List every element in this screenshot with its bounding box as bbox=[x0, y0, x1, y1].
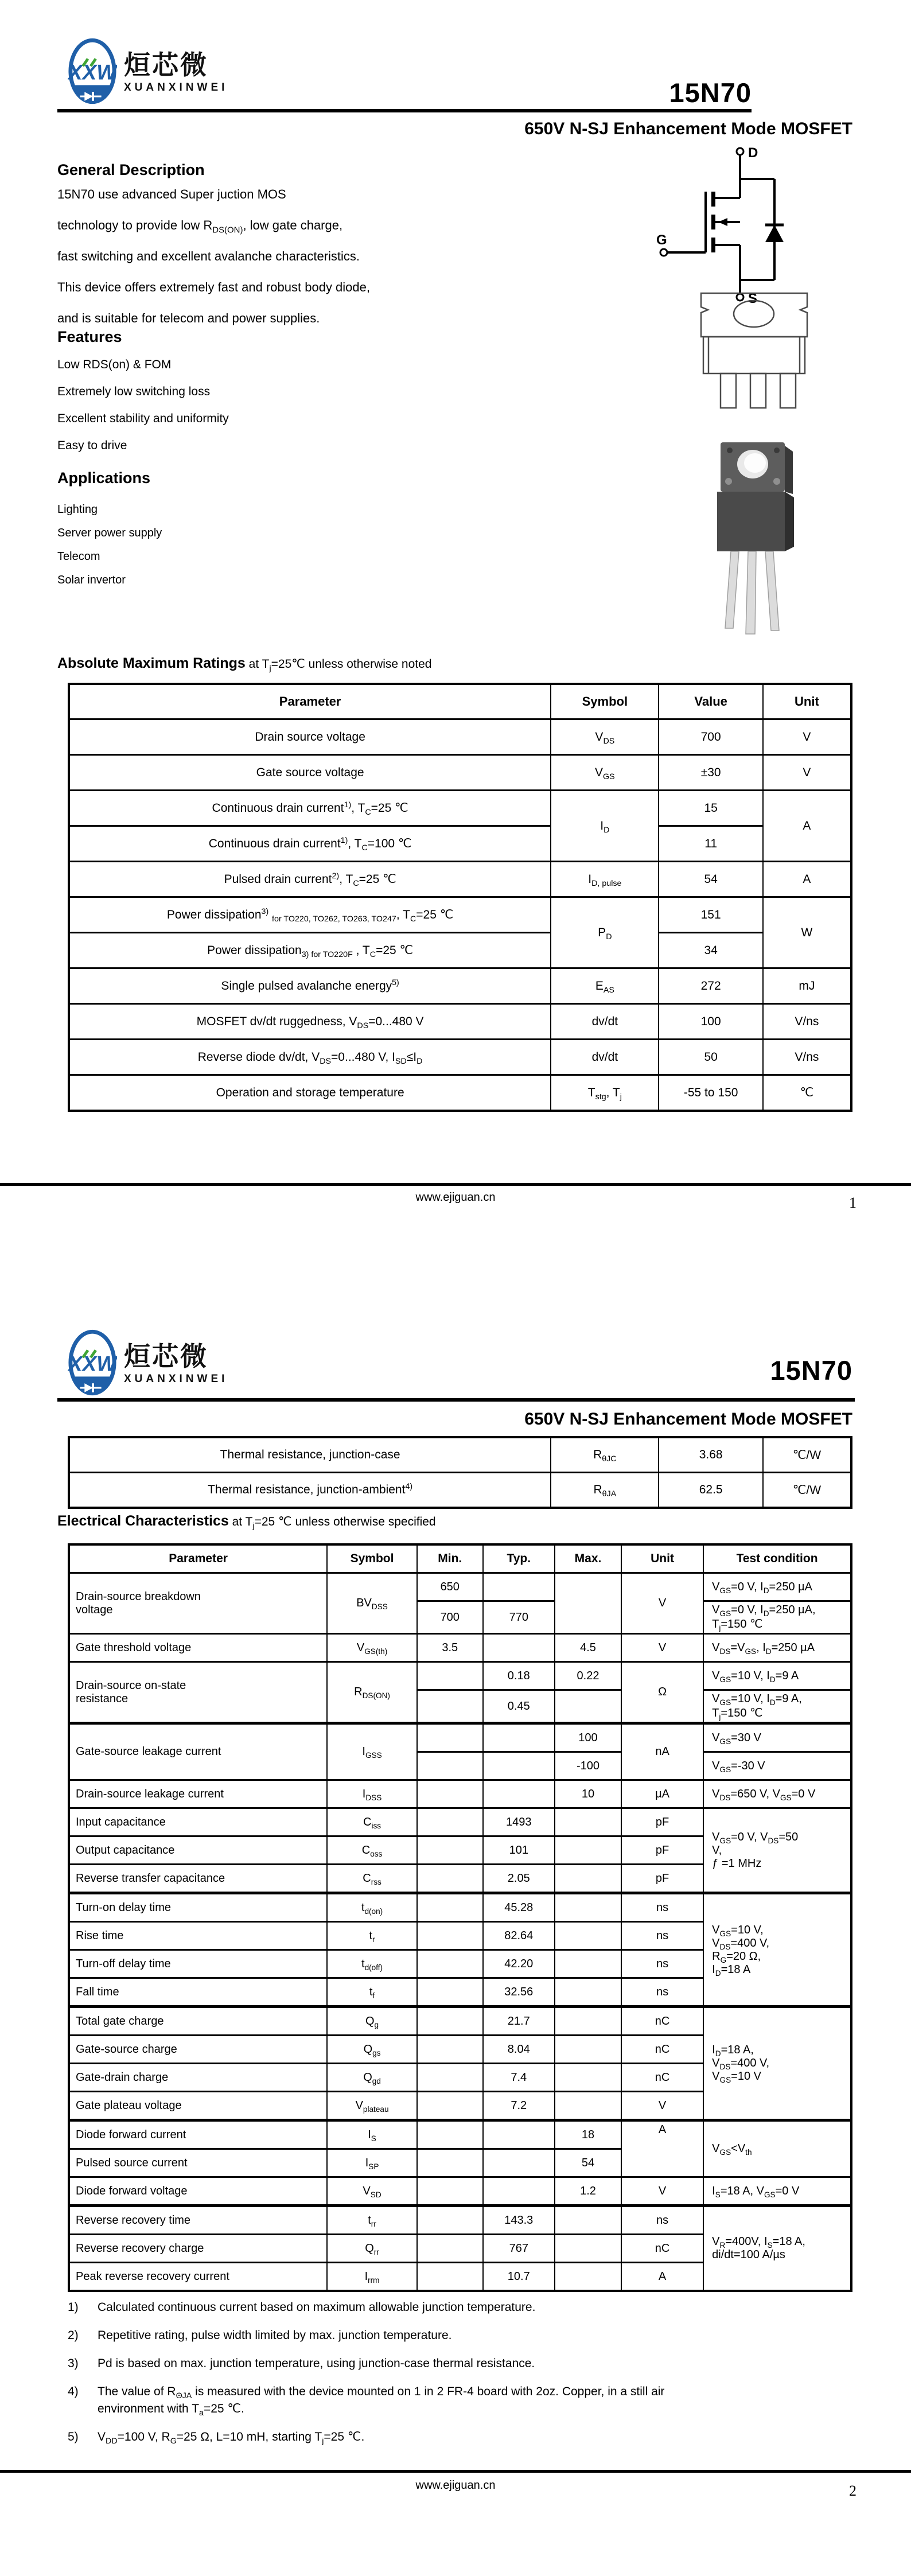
cell-unit: ℃/W bbox=[763, 1437, 851, 1473]
cell-symbol: $R_{DS(ON)}$ bbox=[327, 1662, 417, 1723]
cell-unit: V bbox=[621, 1573, 703, 1634]
cell-symbol: $I_{GSS}$ bbox=[327, 1723, 417, 1780]
cell-param: Power dissipation$_{3) for TO220F}$ , $T_C=25$ ℃ bbox=[69, 933, 551, 968]
cell-unit: W bbox=[763, 897, 851, 968]
cell-typ bbox=[483, 2177, 555, 2206]
cell-max: 100 bbox=[555, 1723, 621, 1752]
note-text: Calculated continuous current based on maximum allowable junction temperature. bbox=[98, 2301, 536, 2314]
cell-min bbox=[417, 2036, 483, 2064]
cell-unit: ℃/W bbox=[763, 1473, 851, 1508]
amr-heading bbox=[57, 655, 431, 672]
cell-cond: $V_R=400V$, $I_S=18$ A, di/dt=100 A/µs bbox=[703, 2206, 851, 2291]
note-item bbox=[68, 2327, 859, 2344]
cell-max: 0.22 bbox=[555, 1662, 621, 1690]
amr-suffix: at $T_j=25℃$ unless otherwise noted bbox=[245, 657, 432, 674]
cell-min bbox=[417, 1780, 483, 1808]
logo-mark-icon bbox=[68, 37, 117, 106]
cell-param: Parameter bbox=[69, 1544, 327, 1573]
note-item bbox=[68, 2355, 859, 2372]
cell-unit: nC bbox=[621, 2036, 703, 2064]
cell-cond: $V_{GS}=10$ V, $I_D=9$ A, $T_j=150$ ℃ bbox=[703, 1690, 851, 1723]
note-text: $V_{DD}=100$ V, $R_G=25$ Ω, L=10 mH, starting $T_j=25$ ℃. bbox=[98, 2430, 365, 2446]
cell-typ bbox=[483, 2149, 555, 2177]
note-item bbox=[68, 2429, 859, 2446]
cell-max bbox=[555, 1893, 621, 1922]
cell-unit: ns bbox=[621, 1950, 703, 1978]
cell-symbol: $R_{\theta JC}$ bbox=[551, 1437, 659, 1473]
cell-param: Pulsed source current bbox=[69, 2149, 327, 2177]
page-number: 1 bbox=[849, 1194, 857, 1211]
cell-param: Diode forward voltage bbox=[69, 2177, 327, 2206]
cell-typ: 21.7 bbox=[483, 2007, 555, 2036]
cell-symbol: dv/dt bbox=[551, 1040, 659, 1075]
cell-symbol: Symbol bbox=[551, 684, 659, 719]
cell-param: Reverse diode dv/dt, $V_{DS}=0...480$ V, $I_{SD}\le I_D$ bbox=[69, 1040, 551, 1075]
part-number-title: 15N70 bbox=[770, 1355, 852, 1386]
cell-typ: 767 bbox=[483, 2235, 555, 2263]
note-text: Pd is based on max. junction temperature, using junction-case thermal resistance. bbox=[98, 2357, 535, 2370]
cell-max bbox=[555, 2092, 621, 2120]
cell-min bbox=[417, 2263, 483, 2291]
cell-symbol: $Q_{rr}$ bbox=[327, 2235, 417, 2263]
cell-unit: Ω bbox=[621, 1662, 703, 1723]
cell-max bbox=[555, 1865, 621, 1893]
cell-value: 700 bbox=[659, 719, 762, 755]
cell-cond: $I_S=18$ A, $V_{GS}=0$ V bbox=[703, 2177, 851, 2206]
text-line: Solar invertor bbox=[57, 574, 126, 586]
cell-typ: 143.3 bbox=[483, 2206, 555, 2235]
note-text: The value of $R_{\Theta JA}$ is measured with the device mounted on 1 in 2 FR-4 board with 2oz. Copper, in a still air environment with $T_a=25$ ℃. bbox=[98, 2385, 665, 2418]
features-heading: Features bbox=[57, 328, 122, 345]
cell-typ: 10.7 bbox=[483, 2263, 555, 2291]
cell-unit: V bbox=[621, 1634, 703, 1662]
cell-value: 3.68 bbox=[659, 1437, 762, 1473]
cell-param: MOSFET dv/dt ruggedness, $V_{DS}=0...480$ V bbox=[69, 1004, 551, 1040]
cell-unit: V bbox=[763, 755, 851, 791]
cell-param: Pulsed drain current$^{2)}$, $T_C=25$ ℃ bbox=[69, 862, 551, 897]
text-line: Server power supply bbox=[57, 527, 162, 539]
cell-min bbox=[417, 1690, 483, 1723]
amr-title: Absolute Maximum Ratings bbox=[57, 655, 246, 671]
cell-value: -55 to 150 bbox=[659, 1075, 762, 1111]
cell-symbol: $I_{DSS}$ bbox=[327, 1780, 417, 1808]
cell-symbol: $I_D$ bbox=[551, 791, 659, 862]
cell-unit: mJ bbox=[763, 968, 851, 1004]
cell-symbol: $t_f$ bbox=[327, 1978, 417, 2007]
text-line: This device offers extremely fast and robust body diode, bbox=[57, 280, 370, 294]
text-line: Telecom bbox=[57, 550, 100, 563]
cell-min bbox=[417, 2092, 483, 2120]
cell-max bbox=[555, 1978, 621, 2007]
cell-param: Output capacitance bbox=[69, 1836, 327, 1865]
cell-param: Thermal resistance, junction-case bbox=[69, 1437, 551, 1473]
cell-symbol: $t_{d(on)}$ bbox=[327, 1893, 417, 1922]
brand-text bbox=[124, 37, 228, 94]
cell-param: Rise time bbox=[69, 1922, 327, 1950]
text-line: technology to provide low $R_{DS(ON)}$, low gate charge, bbox=[57, 218, 343, 235]
cell-unit: ns bbox=[621, 2206, 703, 2235]
cell-cond: $V_{GS}=10$ V, $I_D=9$ A bbox=[703, 1662, 851, 1690]
cell-unit: pF bbox=[621, 1808, 703, 1836]
cell-cond: $V_{DS}=V_{GS}$, $I_D=250$ µA bbox=[703, 1634, 851, 1662]
absolute-maximum-ratings-table bbox=[68, 683, 852, 1112]
thermal-resistance-table bbox=[68, 1436, 852, 1509]
footnotes-list bbox=[68, 2299, 859, 2457]
cell-value: 151 bbox=[659, 897, 762, 933]
cell-unit: nA bbox=[621, 1723, 703, 1780]
text-line: Easy to drive bbox=[57, 439, 127, 452]
cell-min bbox=[417, 1752, 483, 1780]
cell-typ bbox=[483, 1573, 555, 1601]
cell-value: ±30 bbox=[659, 755, 762, 791]
applications-list bbox=[57, 498, 162, 592]
cell-max bbox=[555, 2235, 621, 2263]
cell-symbol: $Q_{gd}$ bbox=[327, 2064, 417, 2092]
device-subtitle: 650V N-SJ Enhancement Mode MOSFET bbox=[524, 1410, 852, 1429]
logo-initials: XXW bbox=[68, 1351, 117, 1376]
device-subtitle: 650V N-SJ Enhancement Mode MOSFET bbox=[524, 119, 852, 138]
ec-heading bbox=[57, 1513, 436, 1530]
cell-symbol: dv/dt bbox=[551, 1004, 659, 1040]
cell-max bbox=[555, 2206, 621, 2235]
cell-min bbox=[417, 2235, 483, 2263]
cell-unit: nC bbox=[621, 2235, 703, 2263]
applications-heading: Applications bbox=[57, 469, 151, 487]
note-item bbox=[68, 2383, 859, 2418]
cell-param: Thermal resistance, junction-ambient$^{4)}$ bbox=[69, 1473, 551, 1508]
note-number: 5) bbox=[68, 2430, 79, 2443]
cell-symbol: $V_{GS(th)}$ bbox=[327, 1634, 417, 1662]
cell-param: Continuous drain current$^{1)}$, $T_C=25$ ℃ bbox=[69, 791, 551, 826]
cell-symbol: $Q_g$ bbox=[327, 2007, 417, 2036]
footer-rule bbox=[0, 2470, 911, 2473]
cell-max: 10 bbox=[555, 1780, 621, 1808]
ec-suffix: at $T_j=25$ ℃ unless otherwise specified bbox=[228, 1515, 436, 1531]
cell-param: Parameter bbox=[69, 684, 551, 719]
cell-cond: $V_{GS}=30$ V bbox=[703, 1723, 851, 1752]
cell-param: Single pulsed avalanche energy$^{5)}$ bbox=[69, 968, 551, 1004]
cell-typ: 42.20 bbox=[483, 1950, 555, 1978]
cell-min: 3.5 bbox=[417, 1634, 483, 1662]
cell-value: 11 bbox=[659, 826, 762, 862]
text-line: and is suitable for telecom and power supplies. bbox=[57, 311, 320, 325]
part-number-title: 15N70 bbox=[669, 77, 752, 108]
cell-symbol: $V_{DS}$ bbox=[551, 719, 659, 755]
cell-min bbox=[417, 2007, 483, 2036]
cell-param: Gate plateau voltage bbox=[69, 2092, 327, 2120]
cell-value: 272 bbox=[659, 968, 762, 1004]
cell-unit: ns bbox=[621, 1893, 703, 1922]
cell-cond: Test condition bbox=[703, 1544, 851, 1573]
cell-unit: V bbox=[621, 2092, 703, 2120]
cell-symbol: $I_S$ bbox=[327, 2120, 417, 2149]
cell-symbol: $P_D$ bbox=[551, 897, 659, 968]
cell-param: Operation and storage temperature bbox=[69, 1075, 551, 1111]
cell-cond: $V_{GS}=0$ V, $I_D=250$ µA, $T_j=150$ ℃ bbox=[703, 1601, 851, 1634]
cell-cond: $V_{GS}=10$ V, $V_{DS}=400$ V, $R_G=20$ Ω, $I_D=18$ A bbox=[703, 1893, 851, 2007]
cell-min bbox=[417, 1922, 483, 1950]
cell-param: Turn-off delay time bbox=[69, 1950, 327, 1978]
cell-typ bbox=[483, 2120, 555, 2149]
cell-param: Peak reverse recovery current bbox=[69, 2263, 327, 2291]
cell-symbol: $C_{oss}$ bbox=[327, 1836, 417, 1865]
cell-param: Drain-source breakdown voltage bbox=[69, 1573, 327, 1634]
cell-param: Turn-on delay time bbox=[69, 1893, 327, 1922]
cell-unit: nC bbox=[621, 2007, 703, 2036]
cell-typ bbox=[483, 1752, 555, 1780]
footer-url: www.ejiguan.cn bbox=[415, 1191, 496, 1204]
cell-param: Gate-source leakage current bbox=[69, 1723, 327, 1780]
cell-min: 650 bbox=[417, 1573, 483, 1601]
cell-cond: $I_D=18$ A, $V_{DS}=400$ V, $V_{GS}=10$ V bbox=[703, 2007, 851, 2120]
cell-min bbox=[417, 2120, 483, 2149]
cell-min bbox=[417, 2206, 483, 2235]
cell-max bbox=[555, 1950, 621, 1978]
cell-param: Gate-source charge bbox=[69, 2036, 327, 2064]
cell-typ: 8.04 bbox=[483, 2036, 555, 2064]
cell-value: 15 bbox=[659, 791, 762, 826]
cell-param: Gate threshold voltage bbox=[69, 1634, 327, 1662]
cell-param: Total gate charge bbox=[69, 2007, 327, 2036]
cell-unit: pF bbox=[621, 1836, 703, 1865]
cell-symbol: $E_{AS}$ bbox=[551, 968, 659, 1004]
cell-unit: ns bbox=[621, 1978, 703, 2007]
general-description-heading: General Description bbox=[57, 161, 205, 178]
pin-label-d: D bbox=[748, 145, 758, 161]
cell-param: Power dissipation$^{3)}$ $_{for TO220, TO262, TO263, TO247}$, $T_C=25$ ℃ bbox=[69, 897, 551, 933]
cell-unit: A bbox=[763, 791, 851, 862]
cell-param: Input capacitance bbox=[69, 1808, 327, 1836]
cell-unit: pF bbox=[621, 1865, 703, 1893]
footer-url: www.ejiguan.cn bbox=[415, 2479, 496, 2492]
cell-typ: Typ. bbox=[483, 1544, 555, 1573]
cell-min bbox=[417, 1978, 483, 2007]
cell-unit: µA bbox=[621, 1780, 703, 1808]
cell-max: 4.5 bbox=[555, 1634, 621, 1662]
cell-param: Reverse recovery charge bbox=[69, 2235, 327, 2263]
note-item bbox=[68, 2299, 859, 2316]
cell-unit: A bbox=[621, 2120, 703, 2177]
cell-param: Gate-drain charge bbox=[69, 2064, 327, 2092]
cell-symbol: $BV_{DSS}$ bbox=[327, 1573, 417, 1634]
cell-symbol: $V_{GS}$ bbox=[551, 755, 659, 791]
cell-unit: ℃ bbox=[763, 1075, 851, 1111]
cell-symbol: $C_{rss}$ bbox=[327, 1865, 417, 1893]
cell-symbol: $Q_{gs}$ bbox=[327, 2036, 417, 2064]
pin-label-g: G bbox=[656, 232, 667, 248]
general-description-text bbox=[57, 179, 370, 334]
cell-symbol: $t_{rr}$ bbox=[327, 2206, 417, 2235]
datasheet-page-2 bbox=[0, 1288, 911, 2576]
cell-value: 62.5 bbox=[659, 1473, 762, 1508]
amr-table bbox=[68, 683, 852, 1112]
cell-min bbox=[417, 1723, 483, 1752]
cell-cond: $V_{GS}=0$ V, $I_D=250$ µA bbox=[703, 1573, 851, 1601]
cell-min: 700 bbox=[417, 1601, 483, 1634]
cell-typ: 770 bbox=[483, 1601, 555, 1634]
text-line: Lighting bbox=[57, 503, 98, 516]
cell-max: 18 bbox=[555, 2120, 621, 2149]
cell-min bbox=[417, 1865, 483, 1893]
cell-value: 100 bbox=[659, 1004, 762, 1040]
note-text: Repetitive rating, pulse width limited by max. junction temperature. bbox=[98, 2329, 452, 2342]
cell-min bbox=[417, 1808, 483, 1836]
cell-unit: V/ns bbox=[763, 1040, 851, 1075]
cell-symbol: $R_{\theta JA}$ bbox=[551, 1473, 659, 1508]
cell-typ bbox=[483, 1723, 555, 1752]
cell-max bbox=[555, 1690, 621, 1723]
cell-param: Diode forward current bbox=[69, 2120, 327, 2149]
cell-min: Min. bbox=[417, 1544, 483, 1573]
text-line: Excellent stability and uniformity bbox=[57, 412, 229, 425]
cell-value: 34 bbox=[659, 933, 762, 968]
header-rule bbox=[57, 1398, 855, 1402]
cell-typ: 7.2 bbox=[483, 2092, 555, 2120]
cell-param: Reverse transfer capacitance bbox=[69, 1865, 327, 1893]
cell-unit: V bbox=[763, 719, 851, 755]
cell-param: Fall time bbox=[69, 1978, 327, 2007]
cell-value: 54 bbox=[659, 862, 762, 897]
cell-min bbox=[417, 1893, 483, 1922]
cell-max: 54 bbox=[555, 2149, 621, 2177]
text-line: Extremely low switching loss bbox=[57, 385, 211, 398]
cell-typ: 0.45 bbox=[483, 1690, 555, 1723]
cell-min bbox=[417, 2149, 483, 2177]
cell-unit: V bbox=[621, 2177, 703, 2206]
cell-param: Drain-source leakage current bbox=[69, 1780, 327, 1808]
cell-max bbox=[555, 2064, 621, 2092]
brand-logo bbox=[68, 37, 228, 106]
thermal-table bbox=[68, 1436, 852, 1509]
cell-max bbox=[555, 1922, 621, 1950]
package-outline-icon bbox=[695, 290, 813, 421]
cell-typ: 1493 bbox=[483, 1808, 555, 1836]
features-list bbox=[57, 351, 229, 459]
cell-symbol: $I_{rrm}$ bbox=[327, 2263, 417, 2291]
cell-symbol: $V_{plateau}$ bbox=[327, 2092, 417, 2120]
cell-max bbox=[555, 2036, 621, 2064]
cell-unit: V/ns bbox=[763, 1004, 851, 1040]
cell-typ: 32.56 bbox=[483, 1978, 555, 2007]
cell-param: Gate source voltage bbox=[69, 755, 551, 791]
cell-max bbox=[555, 2007, 621, 2036]
cell-max: Max. bbox=[555, 1544, 621, 1573]
cell-min bbox=[417, 2064, 483, 2092]
cell-param: Drain-source on-state resistance bbox=[69, 1662, 327, 1723]
cell-unit: A bbox=[763, 862, 851, 897]
cell-unit: nC bbox=[621, 2064, 703, 2092]
electrical-characteristics-table bbox=[68, 1543, 852, 2292]
cell-symbol: $C_{iss}$ bbox=[327, 1808, 417, 1836]
cell-symbol: $V_{SD}$ bbox=[327, 2177, 417, 2206]
cell-cond: $V_{GS}<V_{th}$ bbox=[703, 2120, 851, 2177]
cell-max bbox=[555, 1808, 621, 1836]
cell-min bbox=[417, 1950, 483, 1978]
page-number: 2 bbox=[849, 2482, 857, 2499]
cell-symbol: $t_{d(off)}$ bbox=[327, 1950, 417, 1978]
brand-logo bbox=[68, 1328, 228, 1397]
cell-typ: 82.64 bbox=[483, 1922, 555, 1950]
cell-unit: A bbox=[621, 2263, 703, 2291]
brand-name-cn: 烜芯微 bbox=[124, 50, 208, 80]
cell-typ: 0.18 bbox=[483, 1662, 555, 1690]
cell-typ bbox=[483, 1634, 555, 1662]
ec-title: Electrical Characteristics bbox=[57, 1513, 229, 1529]
brand-text bbox=[124, 1328, 228, 1386]
cell-typ: 101 bbox=[483, 1836, 555, 1865]
package-photo-icon bbox=[709, 439, 800, 637]
cell-unit: Unit bbox=[763, 684, 851, 719]
cell-min bbox=[417, 2177, 483, 2206]
cell-cond: $V_{DS}=650$ V, $V_{GS}=0$ V bbox=[703, 1780, 851, 1808]
cell-typ: 2.05 bbox=[483, 1865, 555, 1893]
cell-max: -100 bbox=[555, 1752, 621, 1780]
cell-param: Continuous drain current$^{1)}$, $T_C=100$ ℃ bbox=[69, 826, 551, 862]
cell-symbol: $T_{stg}$, $T_j$ bbox=[551, 1075, 659, 1111]
cell-symbol: Symbol bbox=[327, 1544, 417, 1573]
cell-typ: 7.4 bbox=[483, 2064, 555, 2092]
cell-min bbox=[417, 1836, 483, 1865]
cell-cond: $V_{GS}=0$ V, $V_{DS}=50$ V, ƒ =1 MHz bbox=[703, 1808, 851, 1893]
note-number: 4) bbox=[68, 2385, 79, 2398]
cell-max bbox=[555, 2263, 621, 2291]
note-number: 1) bbox=[68, 2301, 79, 2314]
cell-typ bbox=[483, 1780, 555, 1808]
cell-symbol: $t_r$ bbox=[327, 1922, 417, 1950]
cell-param: Drain source voltage bbox=[69, 719, 551, 755]
cell-max: 1.2 bbox=[555, 2177, 621, 2206]
cell-unit: ns bbox=[621, 1922, 703, 1950]
logo-mark-icon bbox=[68, 1328, 117, 1397]
text-line: fast switching and excellent avalanche characteristics. bbox=[57, 249, 360, 263]
brand-name-en: XUANXINWEI bbox=[124, 81, 228, 94]
cell-typ: 45.28 bbox=[483, 1893, 555, 1922]
cell-cond: $V_{GS}=-30$ V bbox=[703, 1752, 851, 1780]
logo-initials: XXW bbox=[68, 60, 117, 84]
note-number: 2) bbox=[68, 2329, 79, 2342]
cell-value: Value bbox=[659, 684, 762, 719]
brand-name-cn: 烜芯微 bbox=[124, 1341, 208, 1371]
cell-param: Reverse recovery time bbox=[69, 2206, 327, 2235]
text-line: Low RDS(on) & FOM bbox=[57, 358, 172, 371]
text-line: 15N70 use advanced Super juction MOS bbox=[57, 187, 286, 201]
pin-label-s: S bbox=[748, 291, 758, 306]
footer-rule bbox=[0, 1183, 911, 1186]
cell-value: 50 bbox=[659, 1040, 762, 1075]
cell-symbol: $I_{SP}$ bbox=[327, 2149, 417, 2177]
cell-min bbox=[417, 1662, 483, 1690]
cell-max bbox=[555, 1836, 621, 1865]
note-number: 3) bbox=[68, 2357, 79, 2370]
cell-symbol: $I_{D, pulse}$ bbox=[551, 862, 659, 897]
ec-table bbox=[68, 1543, 852, 2292]
header-rule bbox=[57, 109, 752, 112]
brand-name-en: XUANXINWEI bbox=[124, 1373, 228, 1385]
cell-max bbox=[555, 1573, 621, 1634]
cell-unit: Unit bbox=[621, 1544, 703, 1573]
